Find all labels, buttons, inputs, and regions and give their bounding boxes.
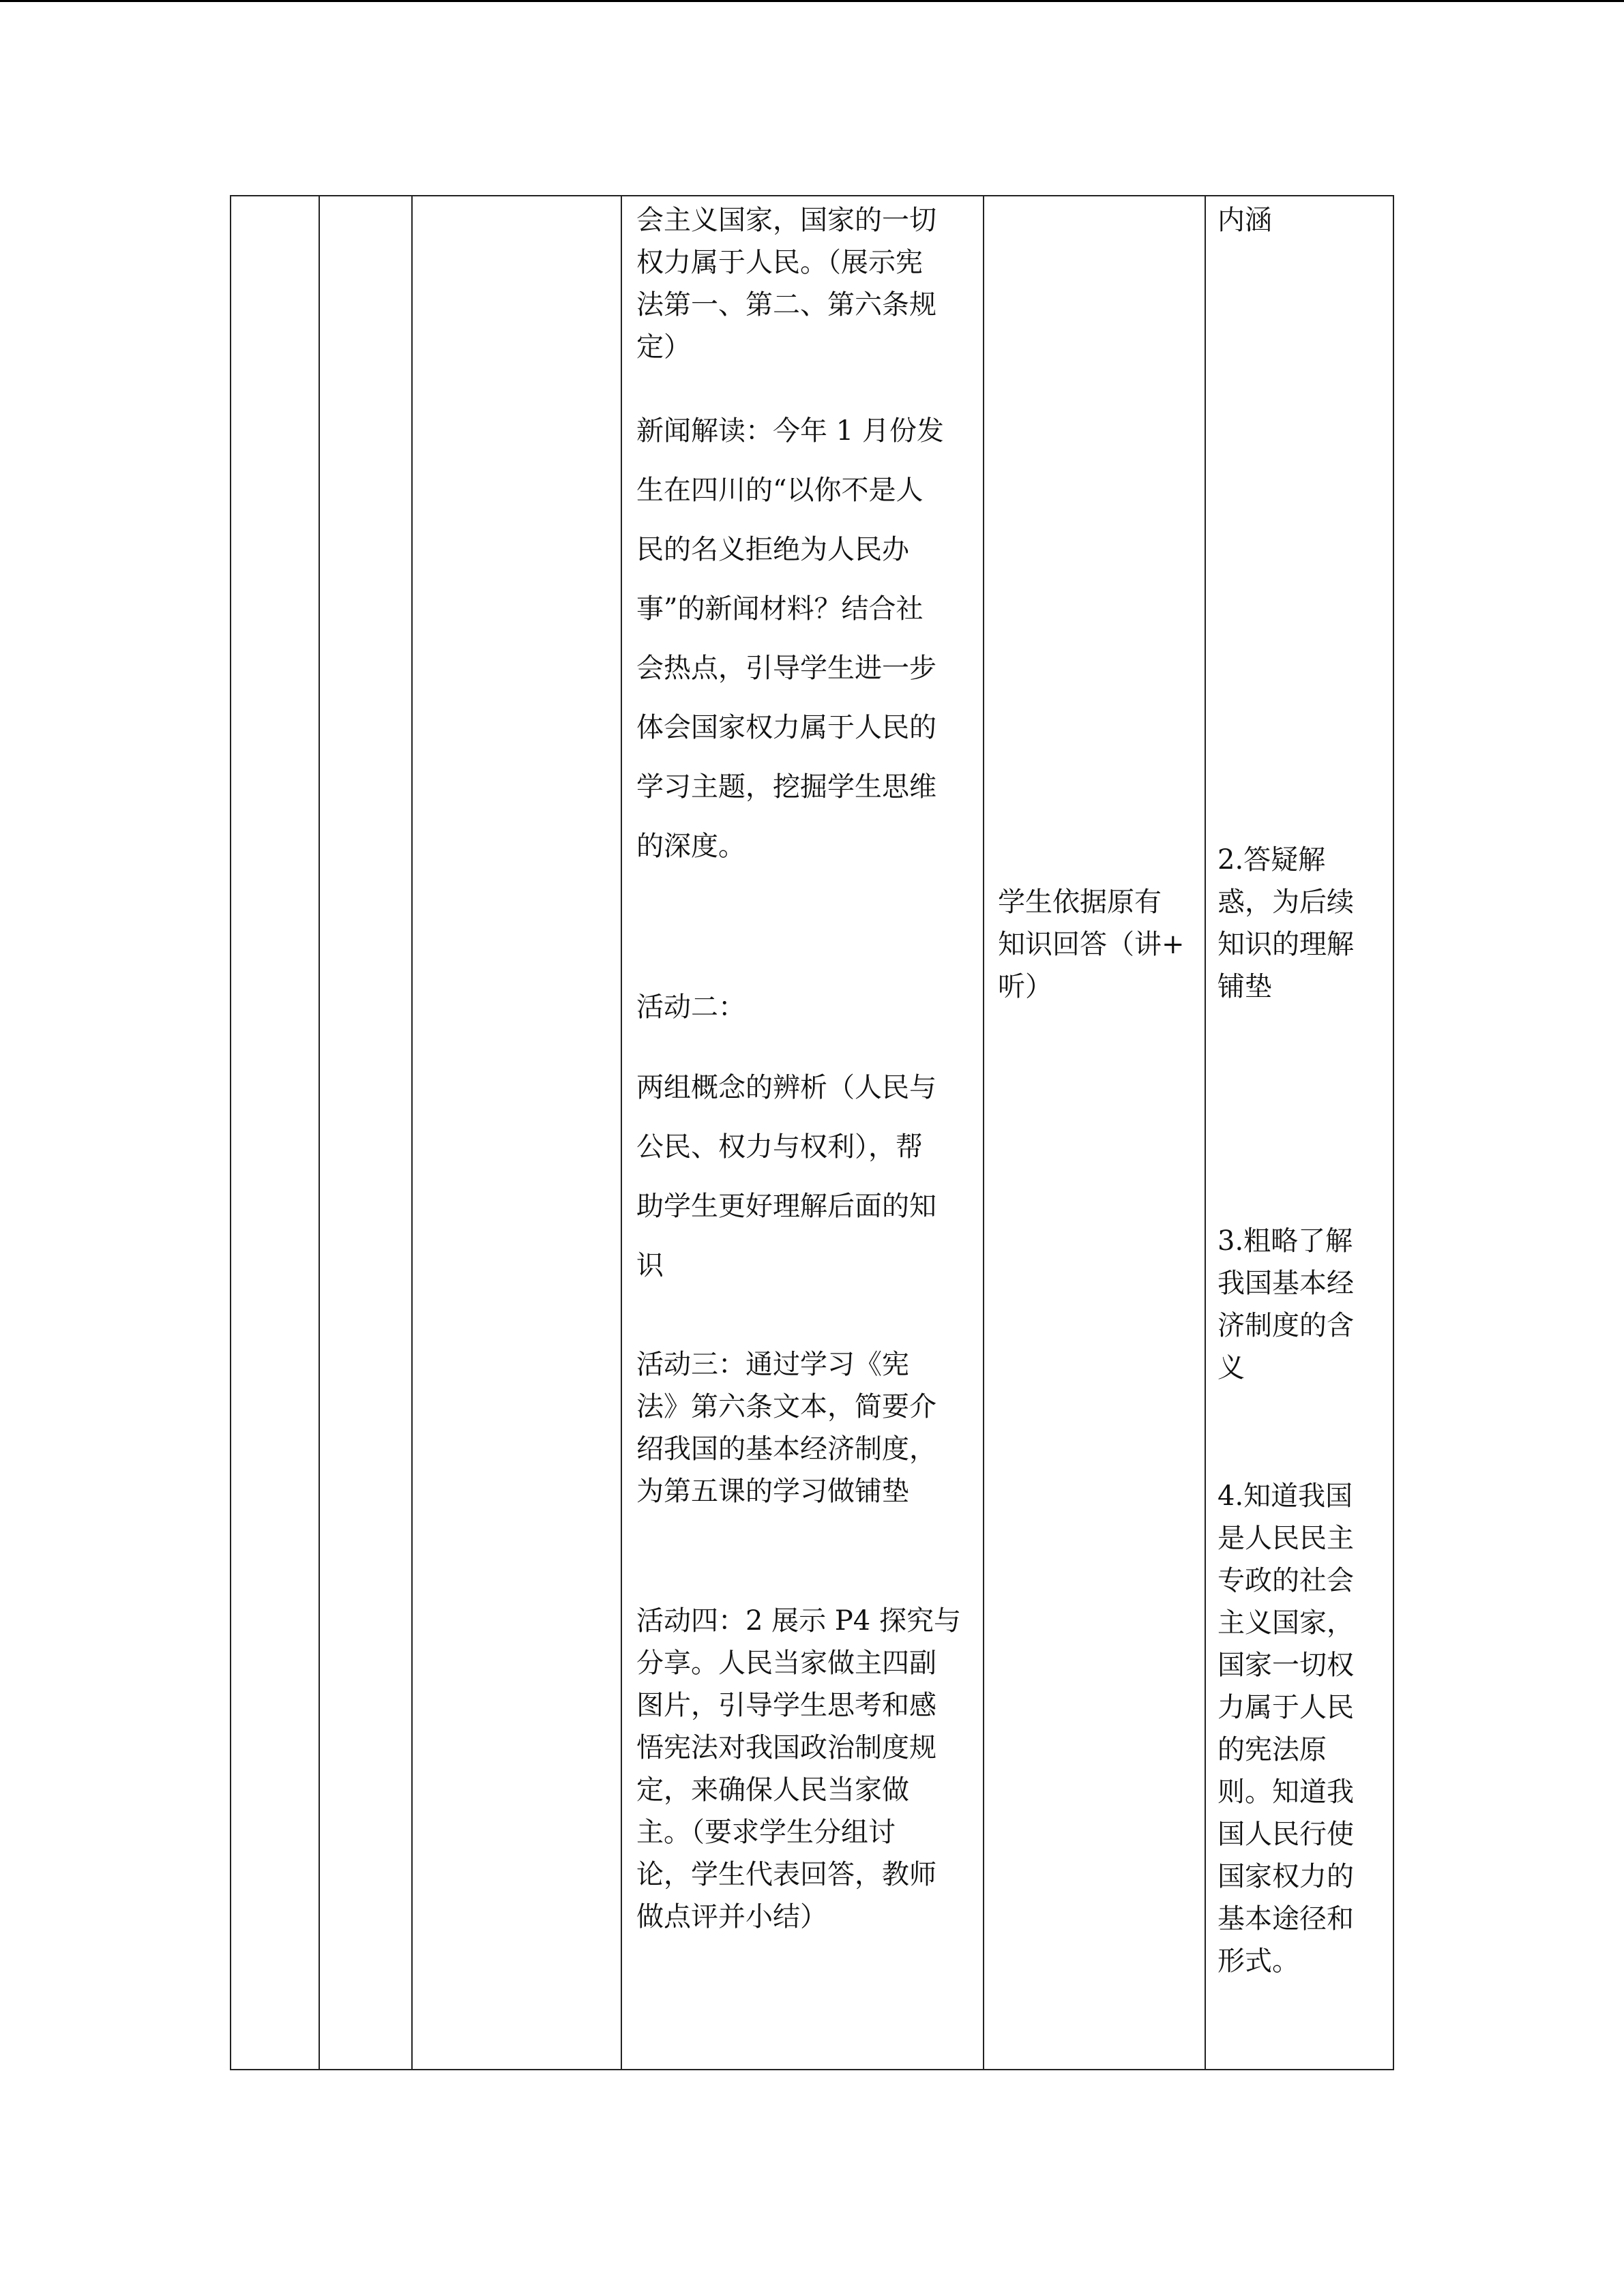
column-divider	[411, 196, 413, 2069]
text-line: 基本途径和	[1217, 1903, 1354, 1935]
activity-2-body	[636, 1058, 936, 1296]
text-line: 是人民民主	[1217, 1523, 1354, 1554]
news-interpretation	[636, 402, 944, 876]
text-line: 定，来确保人民当家做	[636, 1774, 909, 1806]
text-line: 主。（要求学生分组讨	[636, 1817, 896, 1848]
text-line: 济制度的含	[1217, 1310, 1354, 1341]
text-line: 学习主题，挖掘学生思维	[636, 771, 936, 803]
column-divider	[983, 196, 984, 2069]
text-line: 识	[636, 1250, 664, 1281]
text-line: 活动四：2 展示 P4 探究与	[636, 1605, 961, 1637]
text-line: 力属于人民	[1217, 1692, 1354, 1723]
page-top-border	[0, 0, 1624, 2]
text-line: 内涵	[1217, 205, 1272, 236]
text-line: 听）	[998, 971, 1052, 1002]
column-divider	[621, 196, 622, 2069]
goal-2	[1217, 839, 1354, 1008]
text-line: 公民、权力与权利），帮	[636, 1131, 923, 1163]
text-line: 法第一、第二、第六条规	[636, 289, 936, 320]
text-line: 主义国家，	[1217, 1607, 1354, 1639]
activity-3	[636, 1343, 936, 1512]
column-divider	[319, 196, 320, 2069]
text-line: 论，学生代表回答，教师	[636, 1859, 936, 1890]
text-line: 法》第六条文本，简要介	[636, 1391, 936, 1422]
text-line: 助学生更好理解后面的知	[636, 1191, 936, 1222]
activity-2-title: 活动二：	[636, 992, 745, 1023]
text-line: 事”的新闻材料？结合社	[636, 593, 924, 625]
text-line: 惑，为后续	[1217, 886, 1354, 918]
text-line: 的宪法原	[1217, 1734, 1327, 1765]
text-line: 定）	[636, 331, 691, 363]
text-line: 我国基本经	[1217, 1268, 1354, 1299]
text-line: 图片，引导学生思考和感	[636, 1690, 936, 1721]
text-line: 做点评并小结）	[636, 1901, 827, 1933]
text-line: 活动三：通过学习《宪	[636, 1349, 909, 1380]
text-line: 两组概念的辨析（人民与	[636, 1072, 936, 1103]
text-line: 民的名义拒绝为人民办	[636, 534, 909, 565]
text-line: 国家权力的	[1217, 1861, 1354, 1892]
text-line: 3.粗略了解	[1217, 1225, 1353, 1257]
activity-4	[636, 1600, 961, 1938]
activity-intro	[636, 199, 936, 368]
text-line: 分享。人民当家做主四副	[636, 1648, 936, 1679]
text-line: 会热点，引导学生进一步	[636, 653, 936, 684]
text-line: 专政的社会	[1217, 1565, 1354, 1596]
goal-top	[1217, 199, 1272, 241]
text-line: 绍我国的基本经济制度，	[636, 1433, 936, 1465]
text-line: 形式。	[1217, 1945, 1299, 1977]
text-line: 体会国家权力属于人民的	[636, 712, 936, 743]
text-line: 学生依据原有	[998, 886, 1162, 918]
text-line: 悟宪法对我国政治制度规	[636, 1732, 936, 1763]
column-divider	[1205, 196, 1206, 2069]
text-line: 国家一切权	[1217, 1650, 1354, 1681]
text-line: 4.知道我国	[1217, 1480, 1353, 1512]
text-line: 则。知道我	[1217, 1776, 1354, 1808]
goal-3	[1217, 1220, 1354, 1389]
text-line: 国人民行使	[1217, 1819, 1354, 1850]
text-line: 的深度。	[636, 831, 745, 862]
text-line: 会主义国家，国家的一切	[636, 205, 936, 236]
student-activity	[998, 881, 1185, 1008]
goal-4	[1217, 1475, 1354, 1982]
text-line: 新闻解读：今年 1 月份发	[636, 415, 944, 447]
text-line: 权力属于人民。（展示宪	[636, 247, 923, 278]
text-line: 义	[1217, 1352, 1245, 1384]
text-line: 生在四川的“以你不是人	[636, 475, 924, 506]
text-line: 知识回答（讲+	[998, 929, 1185, 960]
text-line: 铺垫	[1217, 971, 1272, 1002]
text-line: 知识的理解	[1217, 929, 1354, 960]
text-line: 为第五课的学习做铺垫	[636, 1476, 909, 1507]
text-line: 2.答疑解	[1217, 844, 1326, 876]
